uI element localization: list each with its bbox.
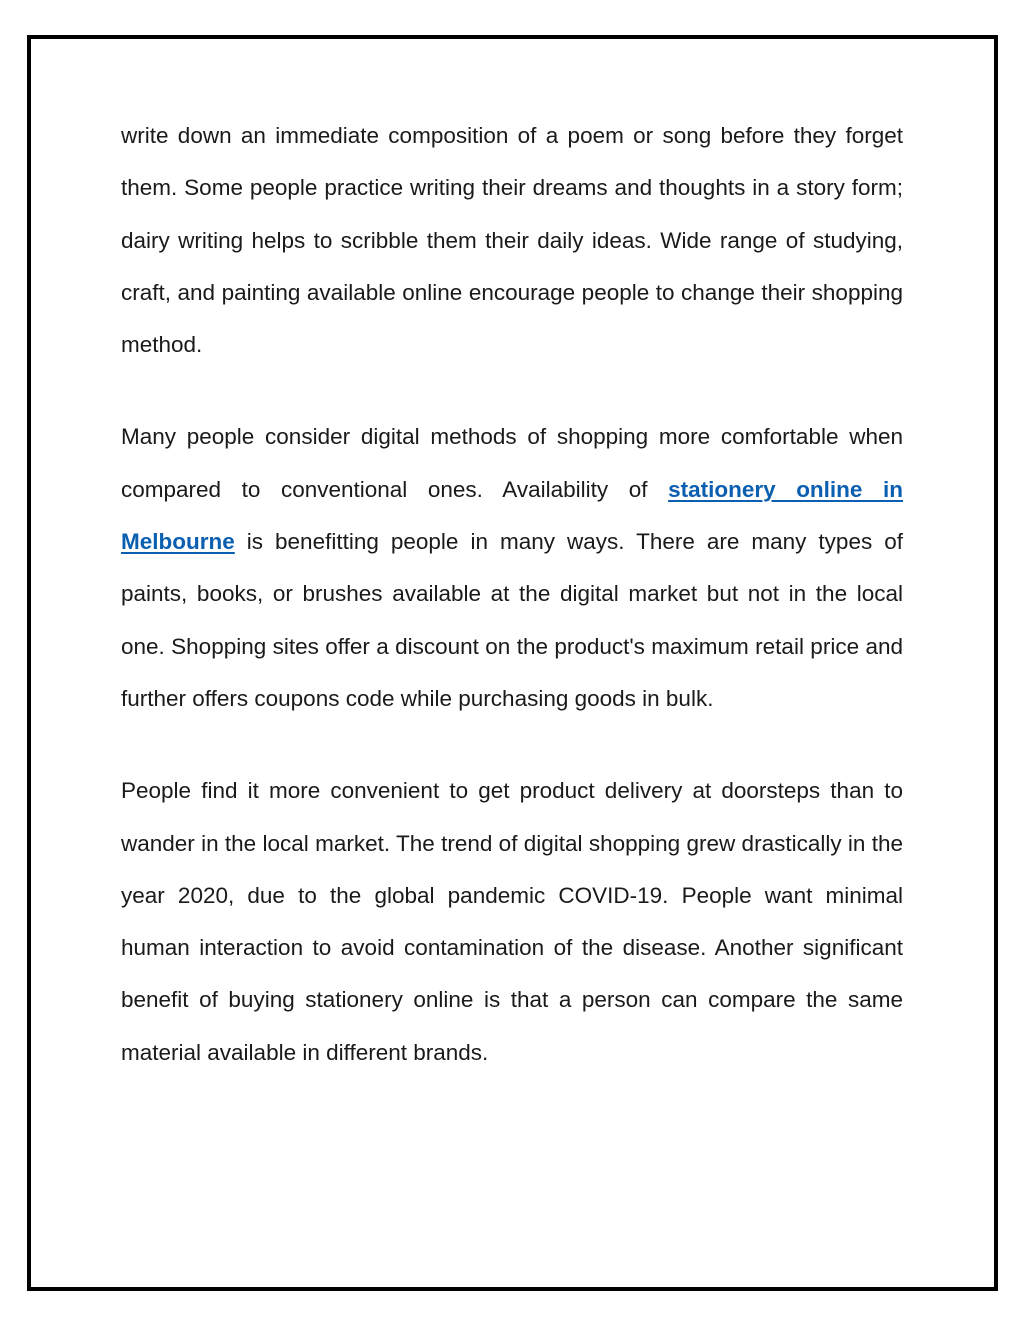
paragraph-2 — [121, 411, 903, 725]
paragraph-3-text: People find it more convenient to get product delivery at doorsteps than to wander in the local market. The trend of digital shopping grew drastically in the year 2020, due to the global pandemic COVID-19. People want minimal human interaction to avoid contamination of the disease. Another significant benefit of buying stationery online is that a person can compare the same material available in different brands. — [121, 778, 903, 1065]
paragraph-1-text: write down an immediate composition of a poem or song before they forget them. Some people practice writing their dreams and thoughts in a story form; dairy writing helps to scribble them their daily ideas. Wide range of studying, craft, and painting available online encourage people to change their shopping method. — [121, 123, 903, 358]
paragraph-2-text-before: Many people consider digital methods of shopping more comfortable when compared to conventional ones. Availability of — [121, 424, 903, 502]
stationery-online-melbourne-link[interactable]: stationery online in Melbourne — [121, 476, 904, 555]
paragraph-2-text-after: is benefitting people in many ways. There are many types of paints, books, or brushes available at the digital market but not in the local one. Shopping sites offer a discount on the product's maximum retail price and further offers coupons code while purchasing goods in bulk. — [121, 529, 903, 711]
paragraph-1 — [121, 110, 903, 371]
document-body — [121, 110, 903, 1119]
paragraph-3 — [121, 765, 903, 1079]
